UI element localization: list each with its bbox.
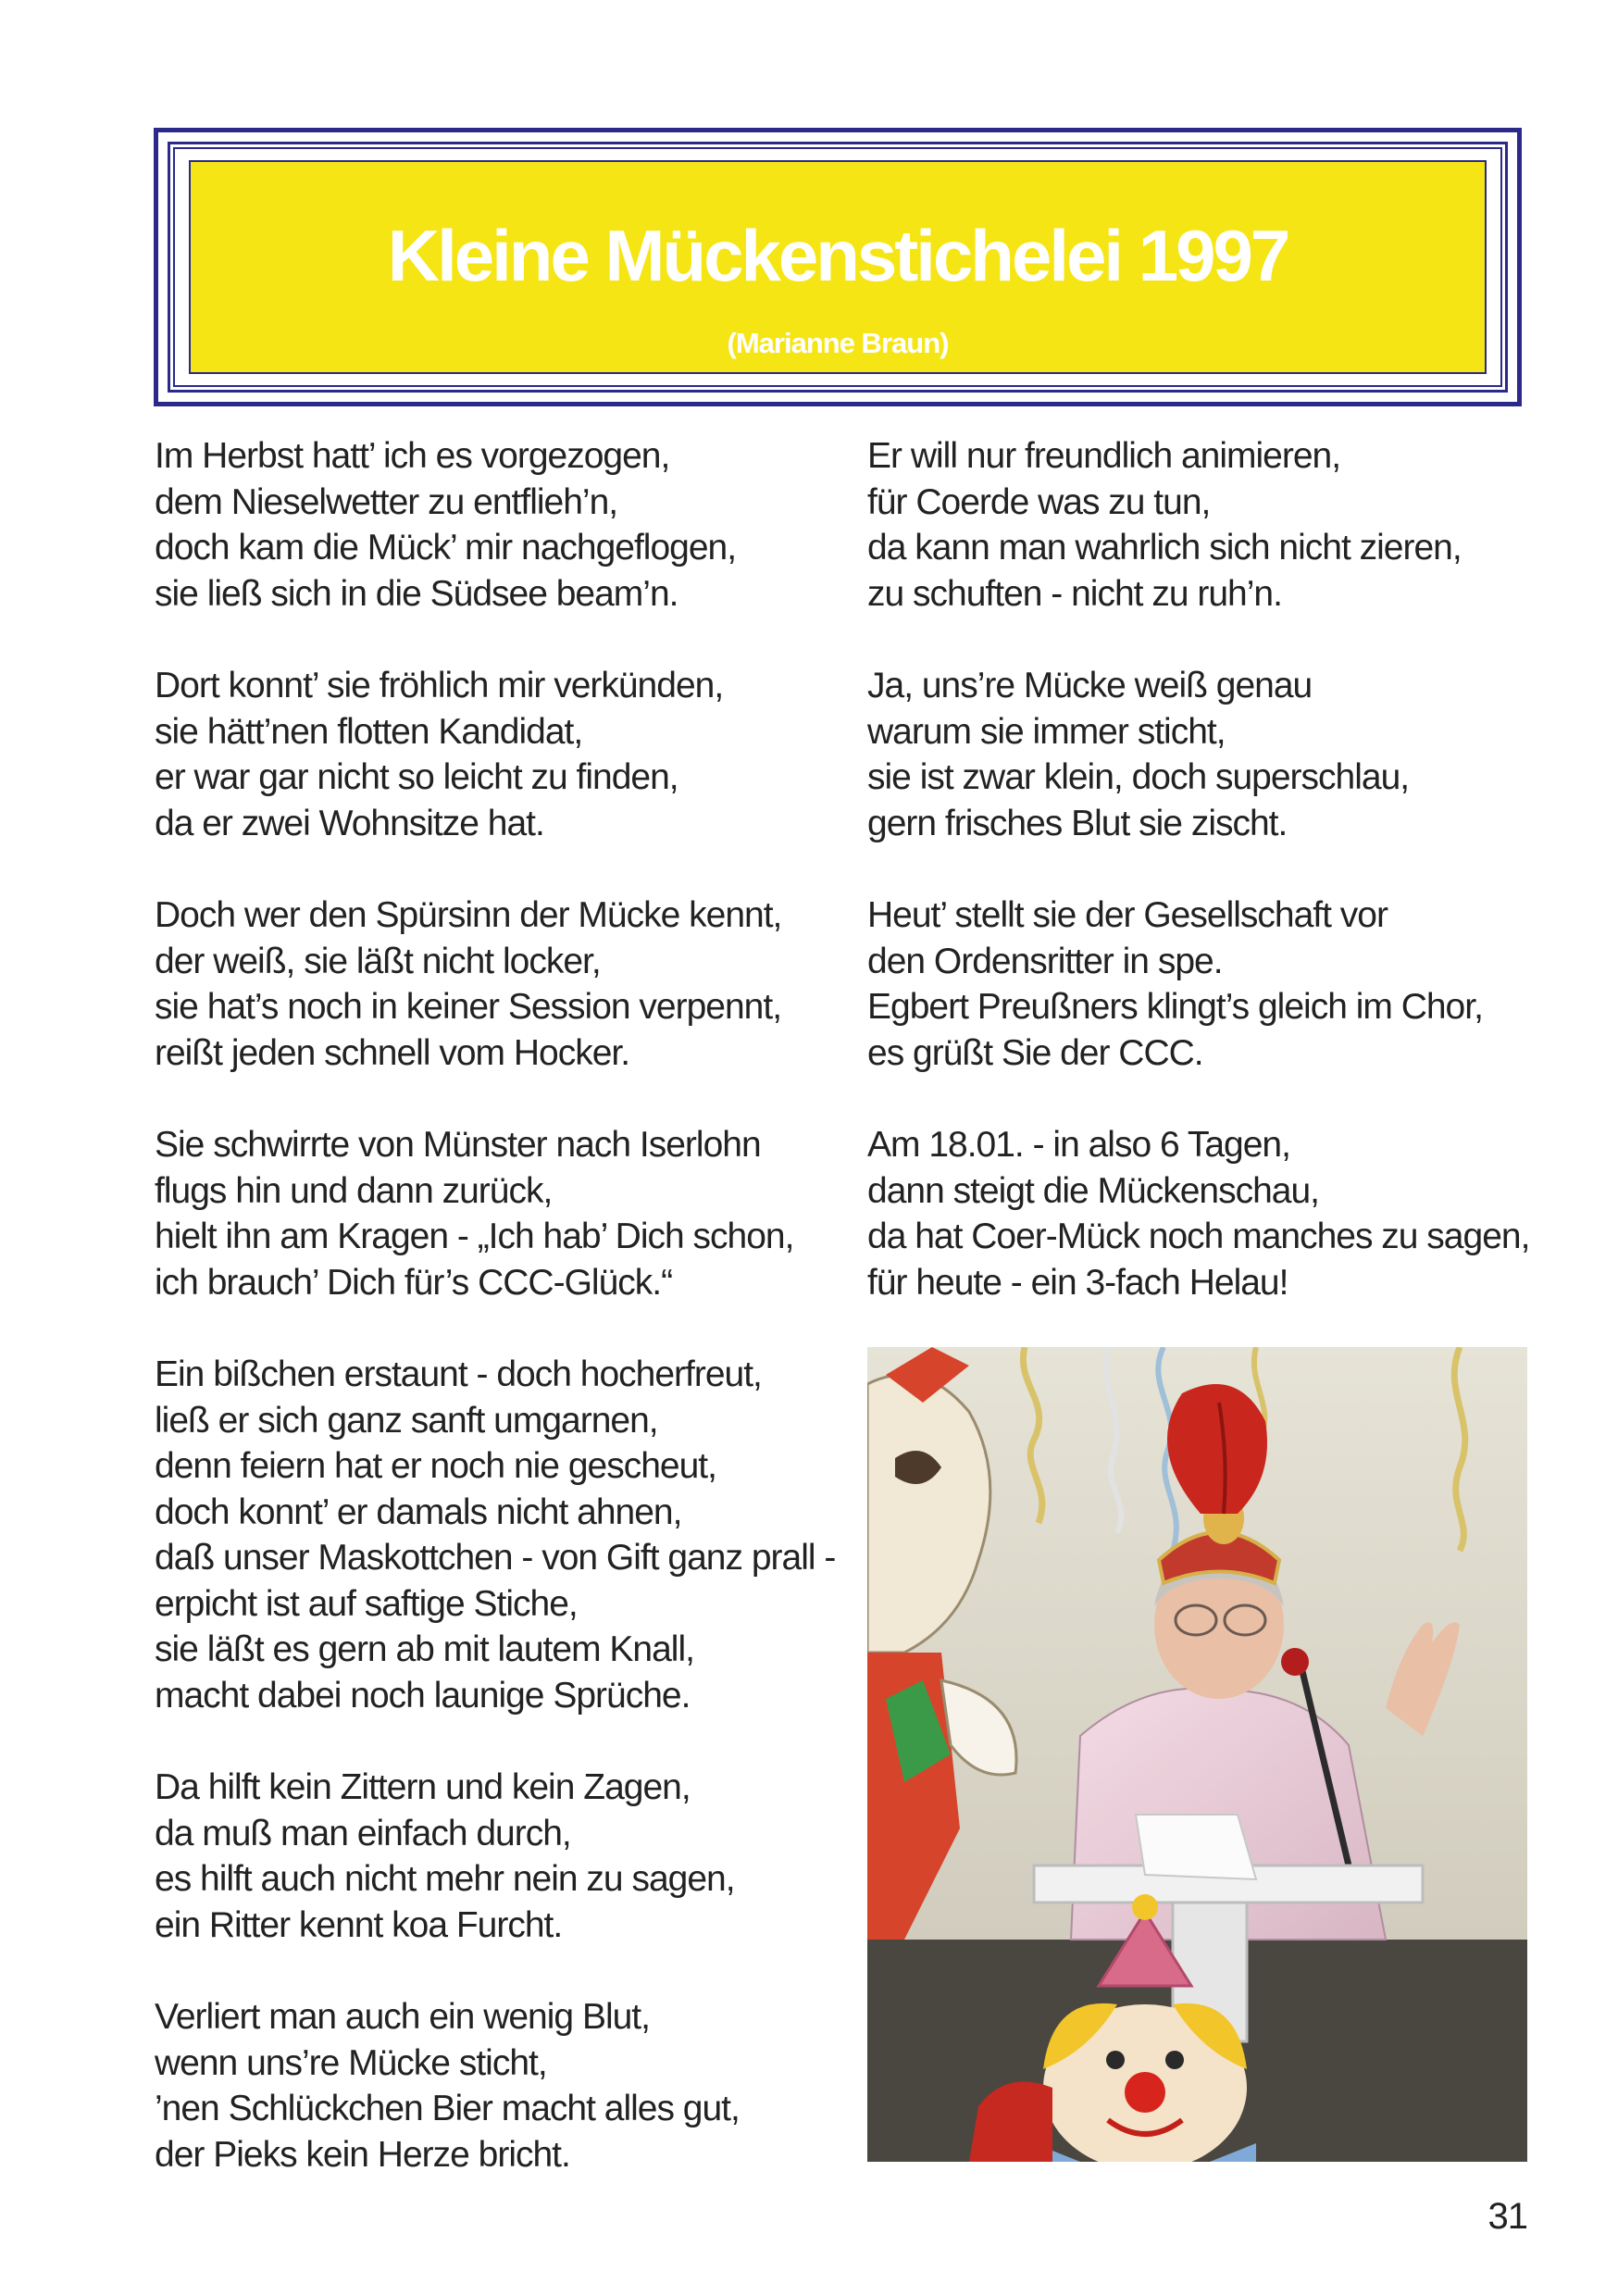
poem-line: sie ließ sich in die Südsee beam’n. — [155, 573, 678, 614]
poem-line: ich brauch’ Dich für’s CCC-Glück.“ — [155, 1262, 673, 1303]
poem-line: dem Nieselwetter zu entflieh’n, — [155, 481, 618, 522]
poem-stanza — [867, 892, 1534, 1076]
poem-line: macht dabei noch launige Sprüche. — [155, 1675, 691, 1716]
poem-line: sie ist zwar klein, doch superschlau, — [867, 757, 1410, 797]
poem-line: Heut’ stellt sie der Gesellschaft vor — [867, 895, 1388, 935]
poem-stanza — [155, 1994, 821, 2177]
speaker-photo-illustration — [867, 1347, 1527, 2162]
poem-stanza — [155, 1122, 821, 1305]
poem-line: für Coerde was zu tun, — [867, 481, 1211, 522]
poem-line: Im Herbst hatt’ ich es vorgezogen, — [155, 436, 670, 476]
poem-left-column — [155, 433, 836, 2224]
poem-line: erpicht ist auf saftige Stiche, — [155, 1583, 578, 1624]
poem-line: warum sie immer sticht, — [867, 711, 1226, 752]
poem-line: sie hat’s noch in keiner Session verpennt, — [155, 987, 782, 1027]
poem-line: Er will nur freundlich animieren, — [867, 436, 1341, 476]
poem-stanza — [867, 1122, 1534, 1305]
poem-line: denn feiern hat er noch nie gescheut, — [155, 1446, 716, 1486]
author-credit: (Marianne Braun) — [727, 327, 949, 359]
poem-line: Sie schwirrte von Münster nach Iserlohn — [155, 1125, 761, 1165]
poem-line: Doch wer den Spürsinn der Mücke kennt, — [155, 895, 782, 935]
poem-line: hielt ihn am Kragen - „Ich hab’ Dich schon, — [155, 1217, 794, 1256]
poem-line: den Ordensritter in spe. — [867, 941, 1223, 981]
poem-stanza — [155, 892, 821, 1076]
title-panel — [189, 160, 1487, 374]
poem-line: wenn uns’re Mücke sticht, — [155, 2042, 547, 2083]
poem-line: Verliert man auch ein wenig Blut, — [155, 1997, 650, 2037]
poem-line: zu schuften - nicht zu ruh’n. — [867, 573, 1282, 614]
title-box — [154, 128, 1522, 406]
poem-line: Am 18.01. - in also 6 Tagen, — [867, 1125, 1290, 1165]
poem-line: sie läßt es gern ab mit lautem Knall, — [155, 1629, 694, 1669]
poem-stanza — [155, 663, 821, 846]
page-number: 31 — [1487, 2196, 1527, 2237]
poem-line: es hilft auch nicht mehr nein zu sagen, — [155, 1859, 735, 1899]
poem-stanza — [867, 663, 1534, 846]
poem-line: daß unser Maskottchen - von Gift ganz prall - — [155, 1538, 836, 1578]
poem-line: da er zwei Wohnsitze hat. — [155, 803, 544, 843]
poem-line: Ein bißchen erstaunt - doch hocherfreut, — [155, 1354, 762, 1394]
poem-line: da kann man wahrlich sich nicht zieren, — [867, 528, 1462, 568]
page-title: Kleine Mückenstichelei 1997 — [387, 215, 1288, 296]
poem-line: Ja, uns’re Mücke weiß genau — [867, 666, 1313, 705]
poem-stanza — [867, 433, 1534, 617]
poem-line: der weiß, sie läßt nicht locker, — [155, 941, 601, 981]
poem-stanza — [155, 433, 821, 617]
speaker-photo — [867, 1347, 1527, 2162]
poem-line: Da hilft kein Zittern und kein Zagen, — [155, 1767, 691, 1807]
poem-line: doch konnt’ er damals nicht ahnen, — [155, 1491, 682, 1532]
poem-line: gern frisches Blut sie zischt. — [867, 803, 1288, 843]
poem-line: es grüßt Sie der CCC. — [867, 1032, 1203, 1073]
poem-line: da hat Coer-Mück noch manches zu sagen, — [867, 1217, 1530, 1256]
poem-line: reißt jeden schnell vom Hocker. — [155, 1032, 630, 1073]
poem-line: ließ er sich ganz sanft umgarnen, — [155, 1400, 658, 1441]
poem-line: er war gar nicht so leicht zu finden, — [155, 757, 678, 797]
poem-right-column — [867, 433, 1534, 1352]
poem-line: Egbert Preußners klingt’s gleich im Chor, — [867, 987, 1483, 1027]
poem-line: ’nen Schlückchen Bier macht alles gut, — [155, 2089, 740, 2128]
poem-line: sie hätt’nen flotten Kandidat, — [155, 711, 583, 752]
poem-line: Dort konnt’ sie fröhlich mir verkünden, — [155, 666, 724, 705]
poem-line: der Pieks kein Herze bricht. — [155, 2134, 570, 2175]
poem-stanza — [155, 1765, 821, 1948]
poem-line: doch kam die Mück’ mir nachgeflogen, — [155, 528, 737, 568]
poem-stanza — [155, 1352, 836, 1718]
poem-line: da muß man einfach durch, — [155, 1813, 571, 1853]
poem-line: dann steigt die Mückenschau, — [867, 1170, 1319, 1211]
poem-line: ein Ritter kennt koa Furcht. — [155, 1904, 563, 1945]
poem-line: für heute - ein 3-fach Helau! — [867, 1262, 1288, 1303]
poem-line: flugs hin und dann zurück, — [155, 1170, 553, 1211]
